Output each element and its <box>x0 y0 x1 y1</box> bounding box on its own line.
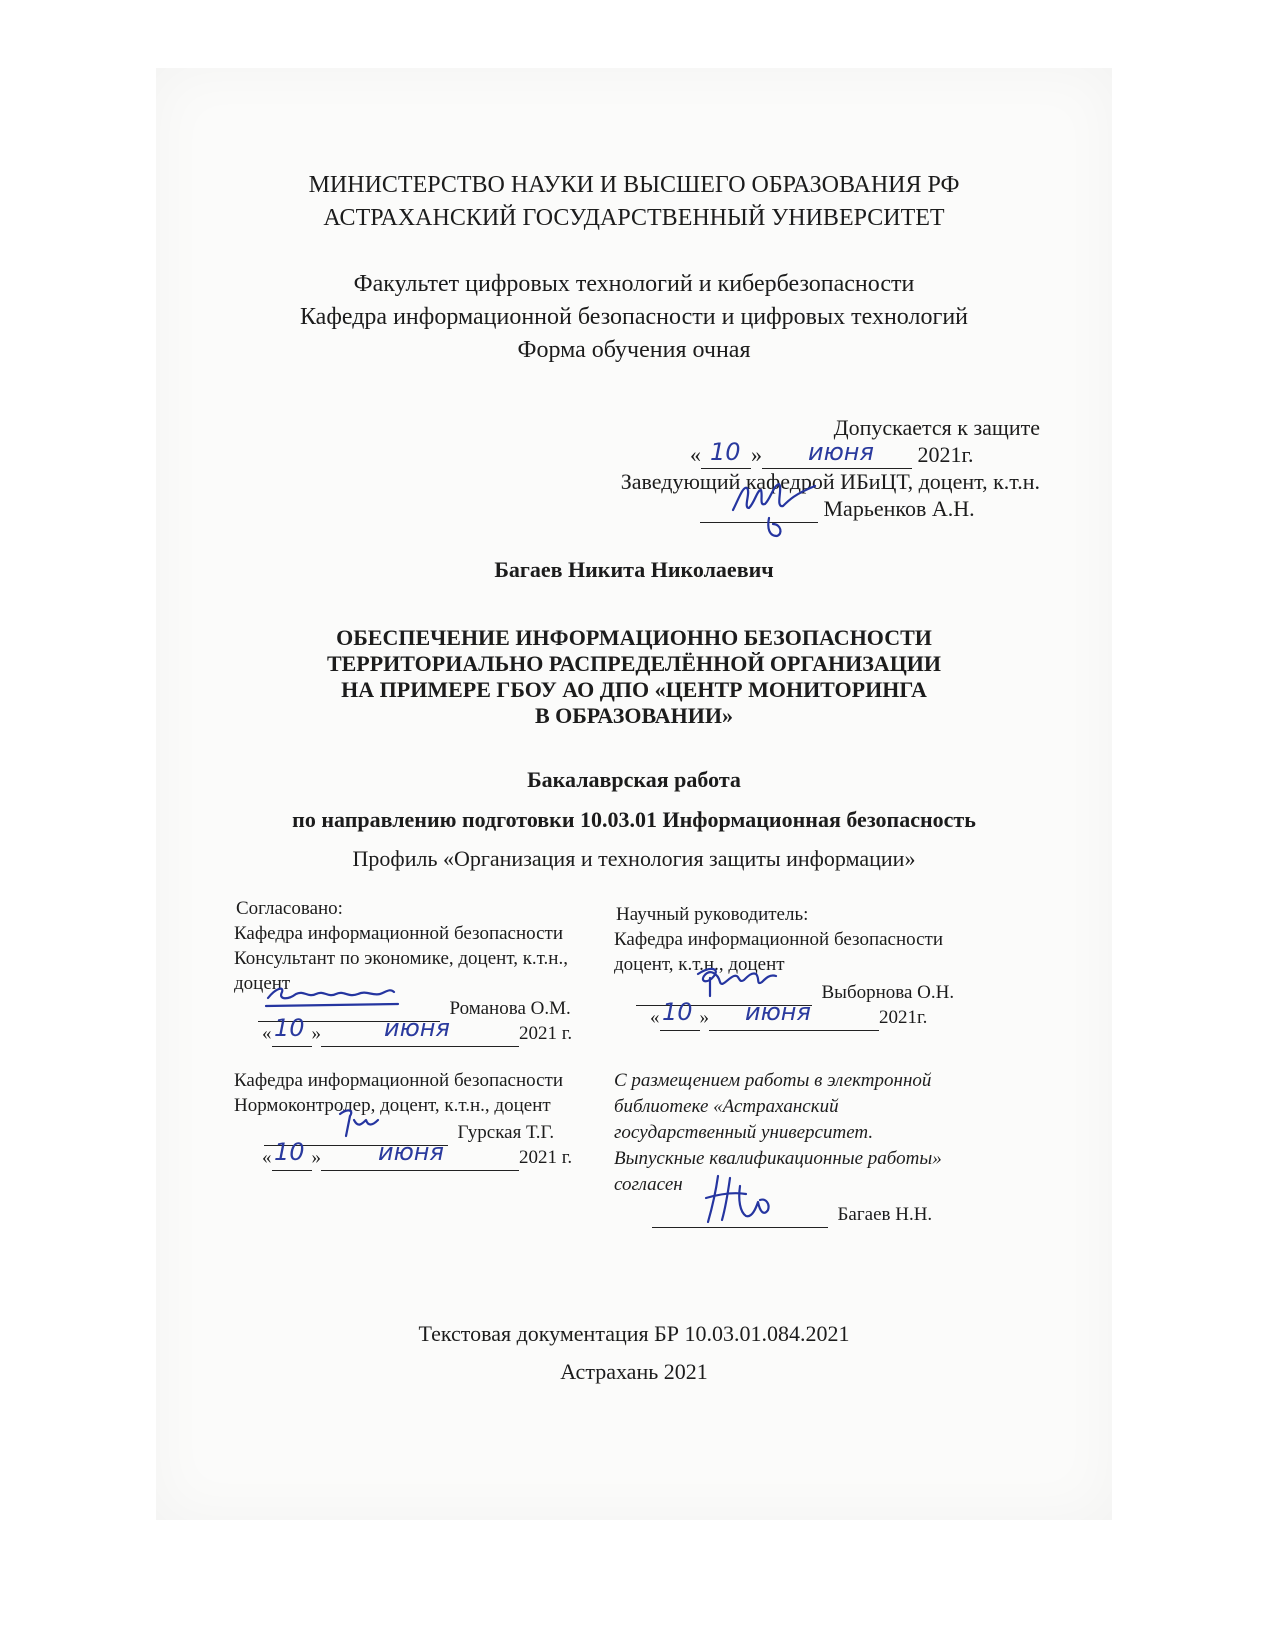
supervisor-year: 2021г. <box>879 1007 928 1028</box>
normcontrol-year: 2021 г. <box>519 1147 573 1168</box>
consent-signature-line <box>652 1202 932 1228</box>
consent-line-2: библиотеке «Астраханский <box>614 1096 839 1117</box>
supervisor-role: доцент, к.т.н., доцент <box>614 954 785 975</box>
normcontrol-handwritten-month: июня <box>378 1138 444 1166</box>
agreed-handwritten-day: 10 <box>274 1014 305 1042</box>
title-line-4: В ОБРАЗОВАНИИ» <box>534 703 734 728</box>
agreed-role-1: Консультант по экономике, доцент, к.т.н., <box>234 948 568 969</box>
author-name: Багаев Никита Николаевич <box>494 557 774 582</box>
agreed-signature <box>262 982 402 1012</box>
consent-line-4: Выпускные квалификационные работы» <box>614 1148 942 1169</box>
supervisor-heading: Научный руководитель: <box>616 904 809 925</box>
normcontrol-role: Нормоконтролер, доцент, к.т.н., доцент <box>234 1095 551 1116</box>
university-line: АСТРАХАНСКИЙ ГОСУДАРСТВЕННЫЙ УНИВЕРСИТЕТ <box>323 205 945 231</box>
head-name: Марьенков А.Н. <box>823 496 975 521</box>
agreed-department: Кафедра информационной безопасности <box>234 923 564 944</box>
doc-code: Текстовая документация БР 10.03.01.084.2021 <box>418 1321 850 1346</box>
work-type: Бакалаврская работа <box>527 767 741 792</box>
agreed-date: « » 2021 г. <box>262 1021 572 1047</box>
supervisor-name: Выборнова О.Н. <box>821 982 955 1003</box>
title-line-1: ОБЕСПЕЧЕНИЕ ИНФОРМАЦИОННО БЕЗОПАСНОСТИ <box>336 625 932 650</box>
supervisor-handwritten-month: июня <box>745 998 811 1026</box>
agreed-year: 2021 г. <box>519 1023 573 1044</box>
date-quote-open: « <box>690 442 701 467</box>
ministry-line: МИНИСТЕРСТВО НАУКИ И ВЫСШЕГО ОБРАЗОВАНИЯ РФ <box>308 172 960 198</box>
supervisor-handwritten-day: 10 <box>662 998 693 1026</box>
supervisor-signature <box>690 964 780 1000</box>
profile-line: Профиль «Организация и технология защиты информации» <box>352 846 916 871</box>
normcontrol-date: « » 2021 г. <box>262 1145 572 1171</box>
head-title: Заведующий кафедрой ИБиЦТ, доцент, к.т.н. <box>620 469 1040 494</box>
handwritten-day: 10 <box>710 438 741 466</box>
consent-name: Багаев Н.Н. <box>837 1204 933 1225</box>
direction-line: по направлению подготовки 10.03.01 Информационная безопасность <box>292 807 976 832</box>
normcontrol-signature <box>334 1106 384 1142</box>
study-form-line: Форма обучения очная <box>517 337 751 363</box>
date-quote-close: » <box>751 442 762 467</box>
agreed-heading: Согласовано: <box>236 898 343 919</box>
normcontrol-name: Гурская Т.Г. <box>457 1122 555 1143</box>
faculty-line: Факультет цифровых технологий и кибербезопасности <box>353 271 915 297</box>
consent-line-3: государственный университет. <box>614 1122 874 1143</box>
head-signature <box>725 478 825 548</box>
agreed-name: Романова О.М. <box>449 998 571 1019</box>
title-line-2: ТЕРРИТОРИАЛЬНО РАСПРЕДЕЛЁННОЙ ОРГАНИЗАЦИИ <box>326 651 942 676</box>
supervisor-department: Кафедра информационной безопасности <box>614 929 944 950</box>
title-line-3: НА ПРИМЕРЕ ГБОУ АО ДПО «ЦЕНТР МОНИТОРИНГА <box>341 677 927 702</box>
consent-line-5: согласен <box>614 1174 683 1195</box>
consent-line-1: С размещением работы в электронной <box>614 1070 932 1091</box>
city-year: Астрахань 2021 <box>560 1359 708 1384</box>
supervisor-date: « » 2021г. <box>650 1005 927 1031</box>
department-line: Кафедра информационной безопасности и цифровых технологий <box>299 304 968 330</box>
normcontrol-handwritten-day: 10 <box>274 1138 305 1166</box>
agreed-role-2: доцент <box>234 973 291 994</box>
consent-signature <box>700 1172 780 1228</box>
admitted-label: Допускается к защите <box>833 415 1040 440</box>
handwritten-month: июня <box>808 438 874 466</box>
agreed-handwritten-month: июня <box>384 1014 450 1042</box>
date-year: 2021г. <box>917 442 974 467</box>
normcontrol-department: Кафедра информационной безопасности <box>234 1070 564 1091</box>
